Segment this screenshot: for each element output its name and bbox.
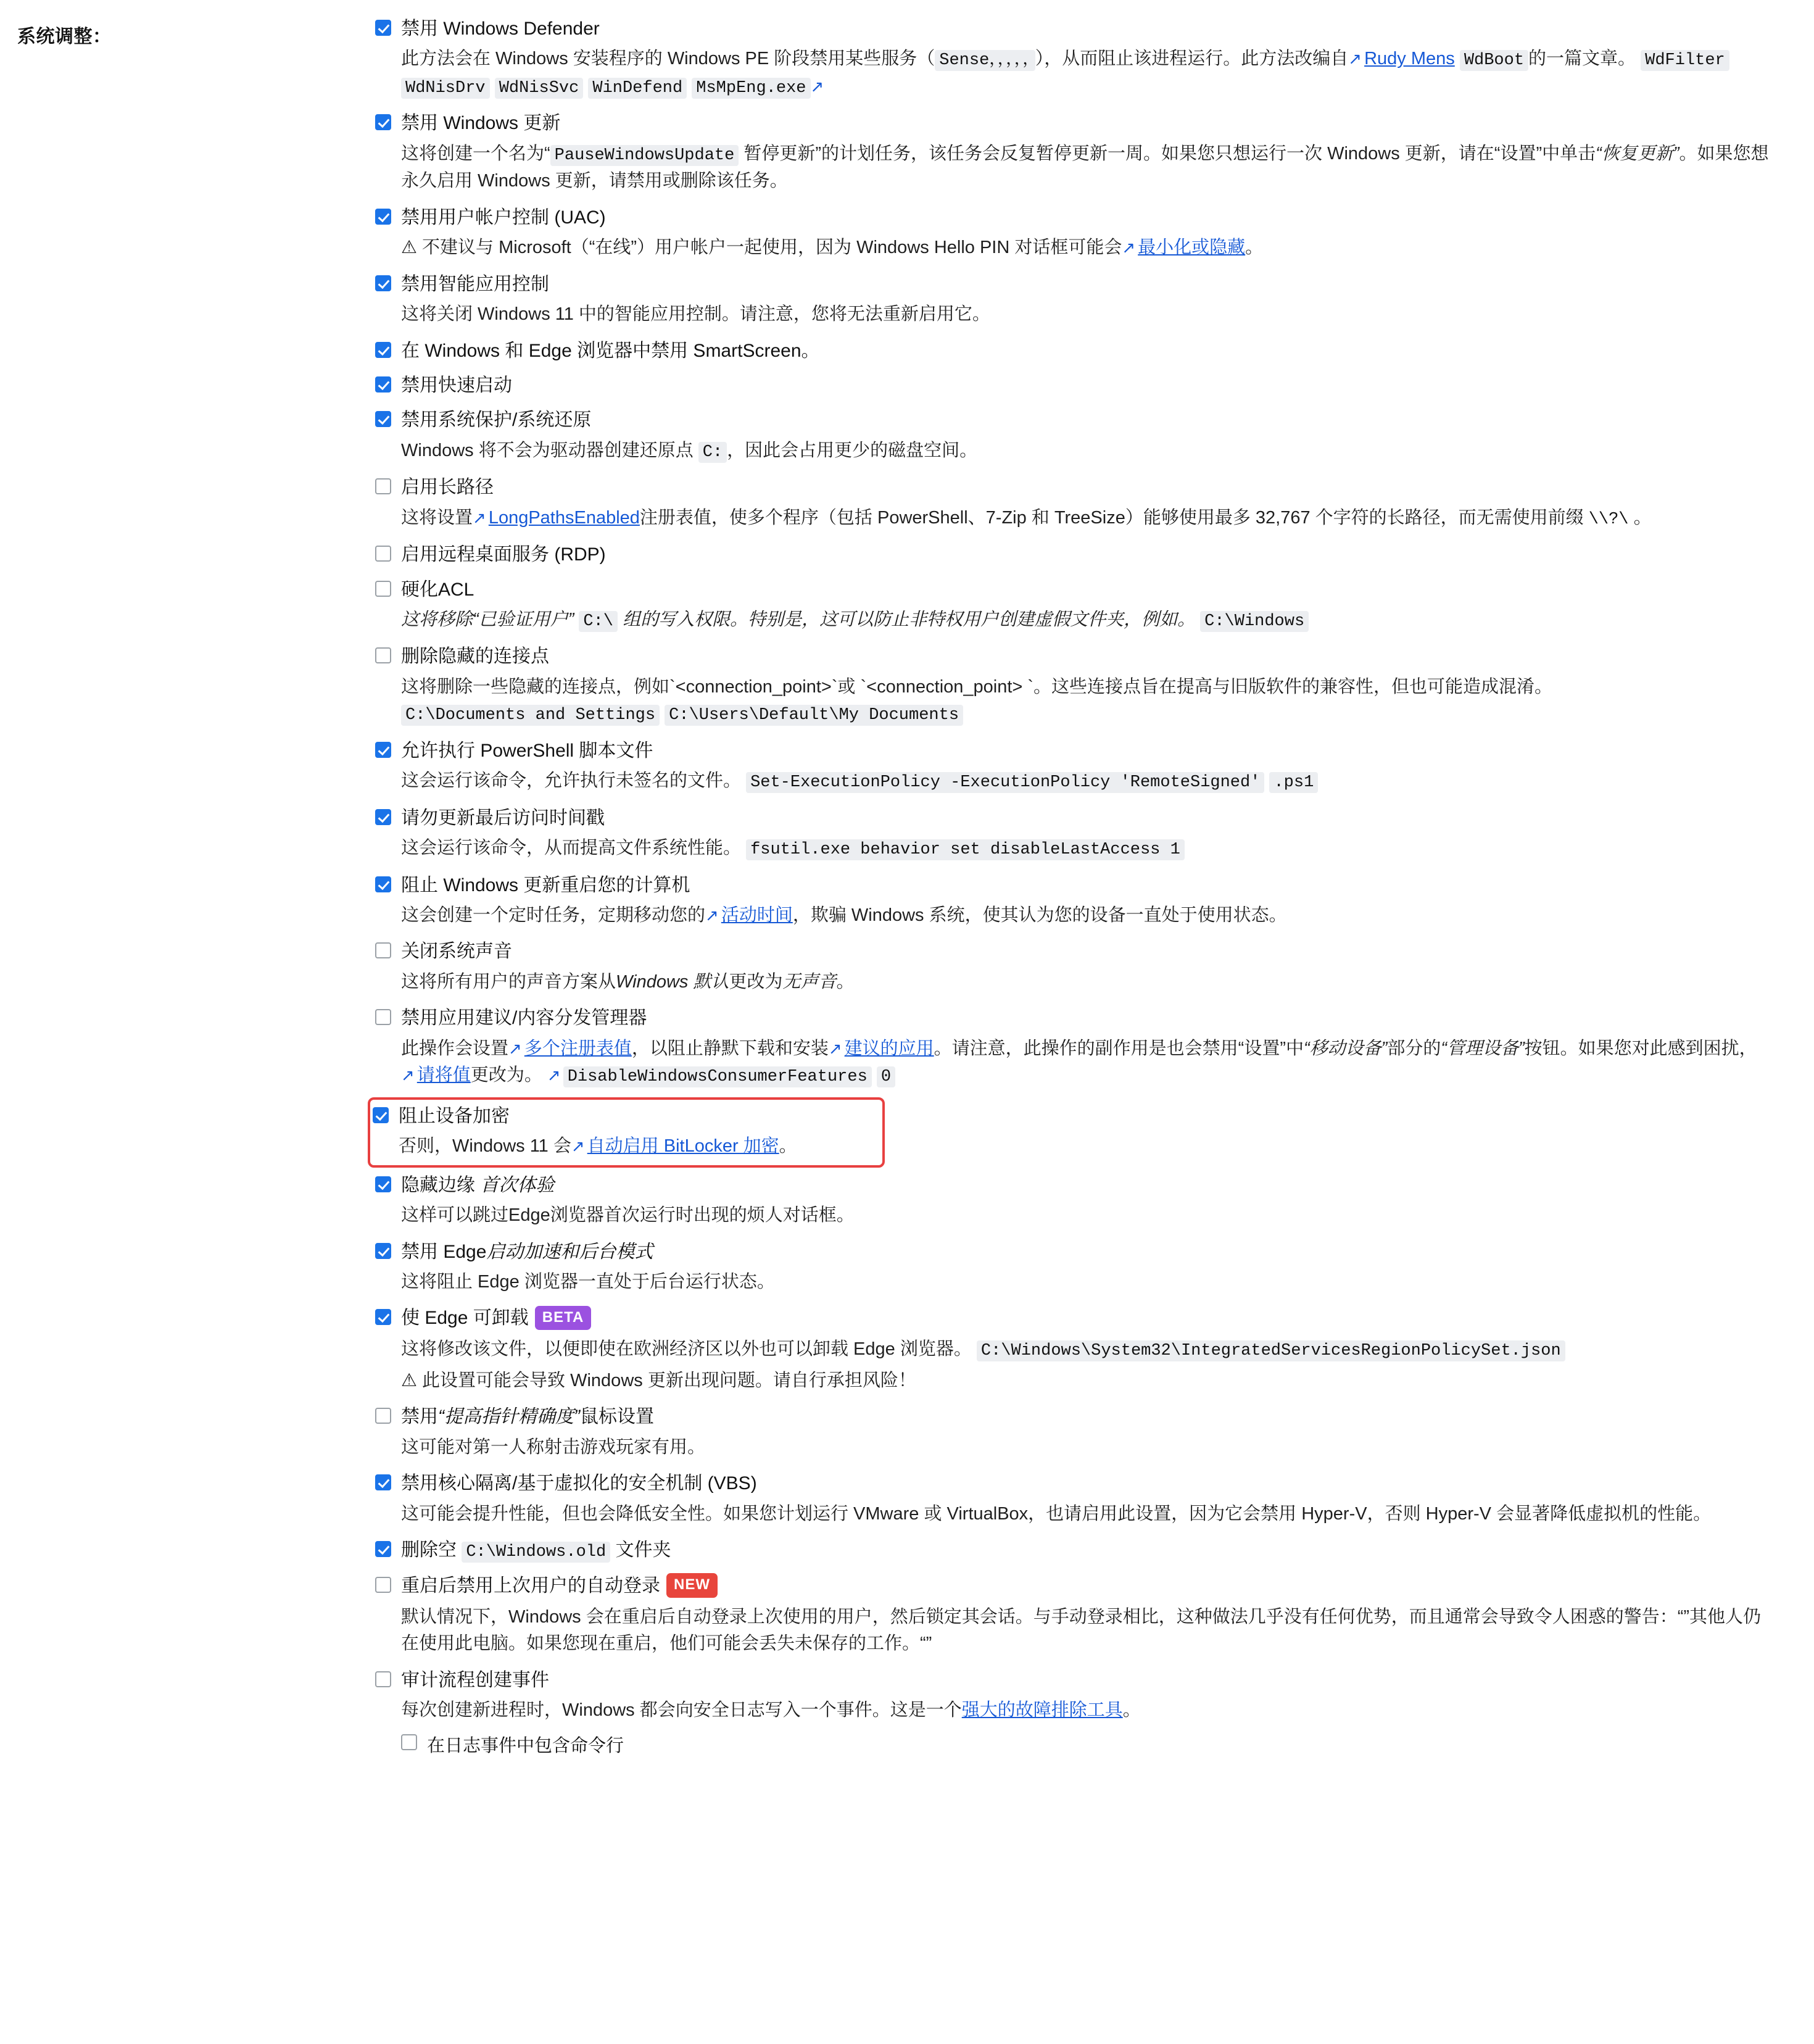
- option-label: 关闭系统声音: [401, 941, 512, 962]
- label-emphasis: 启动加速和后台模式: [486, 1241, 653, 1262]
- code-ps1: .ps1: [1269, 772, 1318, 793]
- code-zero: 0: [877, 1066, 895, 1087]
- label-part: 使 Edge 可卸载: [401, 1308, 529, 1329]
- option-description: [401, 768, 1771, 796]
- desc-text: 。如果您想永久启用 Windows 更新，请禁用或删除该任务。: [401, 143, 1769, 191]
- warning-icon: ⚠: [401, 238, 417, 258]
- checkbox-disable-system-protection[interactable]: [375, 411, 391, 427]
- code-wdnisdrv: WdNisDrv: [401, 78, 490, 99]
- desc-text: 更改为。: [470, 1065, 542, 1086]
- desc-text: 。: [1628, 507, 1652, 528]
- checkbox-delete-windows-old[interactable]: [375, 1541, 391, 1557]
- option-disable-uac: [375, 205, 1771, 262]
- desc-text: 暂停更新”的计划任务，该任务会反复暂停更新一周。如果您只想运行一次 Windows 更新，请在“设置”中单击: [739, 143, 1596, 164]
- sub-option-label: 在日志事件中包含命令行: [427, 1735, 624, 1756]
- desc-text: 。: [836, 971, 855, 992]
- desc-text: 。: [1122, 1700, 1141, 1721]
- desc-text: 不建议与 Microsoft（“在线”）用户帐户一起使用，因为 Windows Hello PIN 对话框可能会: [417, 238, 1122, 258]
- option-label: 禁用 Windows Defender: [401, 19, 600, 39]
- code-integratedservicesregionpolicyset: C:\Windows\System32\IntegratedServicesRegionPolicySet.json: [977, 1340, 1565, 1361]
- option-label: 阻止设备加密: [399, 1105, 510, 1126]
- desc-text: 此设置可能会导致 Windows 更新出现问题。请自行承担风险！: [417, 1370, 916, 1390]
- desc-text: 这会创建一个定时任务，定期移动您的: [401, 905, 706, 925]
- checkbox-disable-system-sounds[interactable]: [375, 942, 391, 958]
- option-description: 这将关闭 Windows 11 中的智能应用控制。请注意，您将无法重新启用它。: [401, 304, 990, 325]
- checkbox-disable-edge-startup-boost[interactable]: [375, 1243, 391, 1259]
- option-label: [401, 1239, 653, 1264]
- checkbox-disable-last-access[interactable]: [375, 809, 391, 825]
- link-change-value[interactable]: ↗ 请将值: [401, 1065, 471, 1085]
- code-windows-old: C:\Windows.old: [462, 1542, 610, 1563]
- desc-text: 这将修改该文件，以便即使在欧洲经济区以外也可以卸载 Edge 浏览器。: [401, 1339, 972, 1360]
- option-label: [401, 1173, 554, 1197]
- option-prevent-device-encryption: [370, 1100, 882, 1165]
- checkbox-disable-uac[interactable]: [375, 209, 391, 225]
- option-disable-system-protection: [375, 407, 1771, 465]
- options-list: [375, 16, 1789, 1767]
- checkbox-disable-smart-app-control[interactable]: [375, 275, 391, 291]
- desc-text: 这会运行该命令，从而提高文件系统性能。: [401, 838, 742, 858]
- option-description: [401, 438, 1771, 465]
- label-part: 禁用: [401, 1406, 438, 1427]
- link-active-hours[interactable]: ↗ 活动时间: [705, 905, 793, 925]
- code-c-windows: C:\Windows: [1200, 611, 1309, 632]
- option-delete-windows-old: [375, 1537, 1771, 1563]
- option-enable-rdp: [375, 542, 1771, 567]
- option-audit-process-creation: [375, 1668, 1771, 1757]
- option-disable-windows-defender: [375, 16, 1771, 101]
- code-msmpeng: MsMpEng.exe: [692, 78, 810, 99]
- option-hide-edge-first-run: [375, 1173, 1771, 1229]
- desc-emphasis: Windows 默认: [616, 971, 729, 992]
- checkbox-disable-windows-update[interactable]: [375, 114, 391, 130]
- code-windefend: WinDefend: [588, 78, 687, 99]
- desc-emphasis: 组的写入权限。特别是，这可以防止非特权用户创建虚假文件夹，例如。: [623, 609, 1196, 629]
- label-part: 重启后禁用上次用户的自动登录: [401, 1575, 660, 1596]
- option-label: 禁用应用建议/内容分发管理器: [401, 1008, 647, 1029]
- checkbox-enable-long-paths[interactable]: [375, 478, 391, 494]
- code-set-executionpolicy: Set-ExecutionPolicy -ExecutionPolicy 'RemoteSigned': [746, 772, 1264, 793]
- option-disable-edge-startup-boost: [375, 1239, 1771, 1296]
- option-disable-fast-startup: [375, 373, 1771, 397]
- desc-text: 注册表值，使多个程序（包括 PowerShell、7-Zip 和 TreeSize）能够使用最多 32,767 个字符的长路径，而无需使用前缀: [639, 507, 1589, 528]
- option-label: [401, 1537, 671, 1563]
- label-part: 文件夹: [610, 1540, 671, 1561]
- option-enable-long-paths: [375, 475, 1771, 532]
- option-description: 默认情况下，Windows 会在重启后自动登录上次使用的用户，然后锁定其会话。与手动登录相比，这种做法几乎没有任何优势，而且通常会导致令人困惑的警告：“”其他人仍在使用此电脑。如果您现在重启，他们可能会丢失未保存的工作。“”: [401, 1606, 1762, 1654]
- link-external[interactable]: [547, 1065, 563, 1085]
- desc-text: 的一篇文章。: [1528, 49, 1636, 69]
- option-disable-smart-app-control: [375, 272, 1771, 328]
- checkbox-remove-hidden-junctions[interactable]: [375, 647, 391, 663]
- warning-icon: ⚠: [401, 1370, 417, 1390]
- link-suggested-apps[interactable]: ↗ 建议的应用: [829, 1039, 934, 1058]
- option-description: 这将阻止 Edge 浏览器一直处于后台运行状态。: [401, 1271, 775, 1292]
- desc-text: ，欺骗 Windows 系统，使其认为您的设备一直处于使用状态。: [792, 905, 1287, 925]
- desc-text: 更改为: [729, 971, 783, 992]
- option-disable-auto-logon: [375, 1573, 1771, 1658]
- option-description: [401, 607, 1771, 634]
- checkbox-disable-auto-logon[interactable]: [375, 1577, 391, 1593]
- option-disable-content-delivery: [375, 1005, 1771, 1089]
- desc-text: 按钮。如果您对此感到困扰，: [1524, 1038, 1757, 1058]
- desc-emphasis: 无声音: [782, 971, 837, 992]
- desc-text: 。请注意，此操作的副作用是也会禁用“设置”中: [934, 1038, 1304, 1058]
- option-label: 禁用用户帐户控制 (UAC): [401, 207, 606, 228]
- checkbox-audit-process-creation[interactable]: [375, 1671, 391, 1687]
- checkbox-harden-acl[interactable]: [375, 581, 391, 597]
- checkbox-disable-fast-startup[interactable]: [375, 376, 391, 393]
- option-description: 这可能对第一人称射击游戏玩家有用。: [401, 1437, 706, 1457]
- sub-option-include-command-line: [401, 1732, 1771, 1757]
- option-label: 禁用系统保护/系统还原: [401, 410, 592, 431]
- option-allow-powershell-scripts: [375, 738, 1771, 796]
- option-label: 禁用 Windows 更新: [401, 113, 561, 134]
- label-part: 鼠标设置: [579, 1406, 654, 1427]
- option-harden-acl: [375, 577, 1771, 634]
- option-disable-last-access: [375, 805, 1771, 863]
- code-c-root: C:\: [579, 611, 618, 632]
- checkbox-make-edge-uninstallable[interactable]: [375, 1309, 391, 1325]
- link-minimize-or-hide[interactable]: ↗ 最小化或隐藏: [1122, 238, 1245, 257]
- desc-text: 。: [1245, 238, 1264, 258]
- option-label: 允许执行 PowerShell 脚本文件: [401, 740, 653, 761]
- option-description: [401, 46, 1771, 101]
- label-part: 禁用 Edge: [401, 1241, 487, 1262]
- checkbox-disable-content-delivery[interactable]: [375, 1009, 391, 1025]
- section-title: 系统调整：: [17, 27, 112, 47]
- checkbox-allow-powershell-scripts[interactable]: [375, 742, 391, 758]
- option-label: 禁用快速启动: [401, 375, 512, 396]
- option-label: [401, 1404, 654, 1429]
- desc-text: Windows 将不会为驱动器创建还原点: [401, 440, 698, 460]
- desc-text: 否则，Windows 11 会: [399, 1136, 571, 1157]
- desc-text: 部分的: [1387, 1038, 1441, 1058]
- link-rudy-mens[interactable]: ↗ Rudy Mens: [1348, 49, 1454, 69]
- option-description: [399, 1133, 877, 1160]
- desc-text: 。: [779, 1136, 797, 1157]
- link-longpathsenabled[interactable]: ↗ LongPathsEnabled: [473, 508, 640, 528]
- desc-text: 这将所有用户的声音方案从: [401, 971, 616, 992]
- code-wdfilter: WdFilter: [1641, 50, 1729, 71]
- option-remove-hidden-junctions: [375, 644, 1771, 728]
- checkbox-disable-vbs[interactable]: [375, 1474, 391, 1490]
- label-part: 隐藏边缘: [401, 1174, 481, 1195]
- link-registry-values[interactable]: ↗ 多个注册表值: [508, 1039, 632, 1058]
- option-description: [401, 969, 1771, 996]
- option-disable-vbs: [375, 1471, 1771, 1527]
- code-sense: Sense，，，，，: [935, 50, 1035, 71]
- checkbox-disable-smartscreen[interactable]: [375, 342, 391, 358]
- option-description: [401, 141, 1771, 195]
- code-my-documents: C:\Users\Default\My Documents: [665, 705, 963, 726]
- option-description: [401, 1336, 1771, 1394]
- option-description: 这可能会提升性能，但也会降低安全性。如果您计划运行 VMware 或 VirtualBox，也请启用此设置，因为它会禁用 Hyper-V，否则 Hyper-V 会显著降低虚拟机的性能。: [401, 1503, 1712, 1524]
- link-bitlocker-auto-encryption[interactable]: ↗ 自动启用 BitLocker 加密: [571, 1136, 779, 1156]
- label-part: 删除空: [401, 1540, 462, 1561]
- desc-text: 这会运行该命令，允许执行未签名的文件。: [401, 771, 742, 791]
- code-documents-and-settings: C:\Documents and Settings: [401, 705, 660, 726]
- desc-text: ），从而阻止该进程运行。此方法改编自: [1035, 49, 1349, 69]
- option-make-edge-uninstallable: [375, 1305, 1771, 1394]
- link-troubleshooting-tool[interactable]: 强大的故障排除工具: [961, 1700, 1123, 1721]
- code-drive-c: C:: [698, 442, 727, 463]
- code-fsutil: fsutil.exe behavior set disableLastAccess 1: [746, 839, 1185, 860]
- desc-text: [1455, 49, 1460, 69]
- desc-text: 此操作会设置: [401, 1038, 509, 1058]
- option-description: [401, 902, 1771, 929]
- option-label: 删除隐藏的连接点: [401, 646, 549, 667]
- option-label: 请勿更新最后访问时间戳: [401, 807, 605, 828]
- option-description: [401, 835, 1771, 863]
- option-label: 启用长路径: [401, 477, 494, 498]
- checkbox-enable-rdp[interactable]: [375, 546, 391, 562]
- option-prevent-update-restart: [375, 873, 1771, 929]
- option-description: [401, 505, 1771, 533]
- option-label: 禁用智能应用控制: [401, 273, 549, 294]
- desc-text: 这将删除一些隐藏的连接点，例如`<connection_point>`或 `<connection_point> `。这些连接点旨在提高与旧版软件的兼容性，但也可能造成混淆。: [401, 676, 1553, 697]
- label-emphasis: 首次体验: [480, 1174, 555, 1195]
- option-label: 禁用核心隔离/基于虚拟化的安全机制 (VBS): [401, 1473, 757, 1494]
- desc-text: 这将创建一个名为“: [401, 143, 550, 164]
- badge-new: NEW: [666, 1573, 718, 1598]
- option-disable-system-sounds: [375, 939, 1771, 995]
- option-description: [401, 1036, 1771, 1090]
- option-label: 硬化ACL: [401, 579, 474, 600]
- option-disable-windows-update: [375, 110, 1771, 194]
- option-description: 这样可以跳过Edge浏览器首次运行时出现的烦人对话框。: [401, 1205, 855, 1226]
- checkbox-prevent-update-restart[interactable]: [375, 876, 391, 892]
- option-label: [401, 1305, 591, 1331]
- desc-text: ，因此会占用更少的磁盘空间。: [727, 440, 978, 460]
- code-wdnissvc: WdNisSvc: [495, 78, 584, 99]
- option-description: [401, 1697, 1771, 1724]
- label-emphasis: “提高指针精确度”: [438, 1406, 580, 1427]
- checkbox-include-command-line[interactable]: [401, 1734, 417, 1750]
- option-label: 启用远程桌面服务 (RDP): [401, 544, 606, 565]
- option-label: 阻止 Windows 更新重启您的计算机: [401, 875, 690, 895]
- code-pausewindowsupdate: PauseWindowsUpdate: [550, 145, 739, 166]
- code-disablewindowsconsumerfeatures: DisableWindowsConsumerFeatures: [563, 1066, 872, 1087]
- option-disable-smartscreen: [375, 338, 1771, 363]
- option-description: [401, 235, 1771, 262]
- desc-text: 这将设置: [401, 507, 473, 528]
- desc-emphasis: “管理设备”: [1441, 1038, 1525, 1058]
- checkbox-disable-windows-defender[interactable]: [375, 20, 391, 36]
- option-disable-enhance-pointer-precision: [375, 1404, 1771, 1461]
- desc-emphasis: 这将移除“已验证用户”: [401, 609, 574, 629]
- option-label: 在 Windows 和 Edge 浏览器中禁用 SmartScreen。: [401, 340, 820, 361]
- option-description: [401, 674, 1771, 728]
- desc-text: 每次创建新进程时，Windows 都会向安全日志写入一个事件。这是一个: [401, 1700, 962, 1721]
- checkbox-prevent-device-encryption[interactable]: [373, 1107, 389, 1123]
- option-label: [401, 1573, 718, 1599]
- desc-text: ，以阻止静默下载和安装: [631, 1038, 829, 1058]
- code-wdboot: WdBoot: [1460, 50, 1528, 71]
- desc-emphasis: “恢复更新”: [1596, 143, 1679, 164]
- code-prefix: \\?\: [1588, 510, 1629, 529]
- badge-beta: BETA: [535, 1306, 592, 1331]
- link-external[interactable]: [811, 77, 827, 96]
- desc-emphasis: “移动设备”: [1303, 1038, 1388, 1058]
- option-label: 审计流程创建事件: [401, 1669, 549, 1690]
- checkbox-disable-enhance-pointer-precision[interactable]: [375, 1408, 391, 1424]
- desc-text: 此方法会在 Windows 安装程序的 Windows PE 阶段禁用某些服务（: [401, 49, 935, 69]
- checkbox-hide-edge-first-run[interactable]: [375, 1176, 391, 1192]
